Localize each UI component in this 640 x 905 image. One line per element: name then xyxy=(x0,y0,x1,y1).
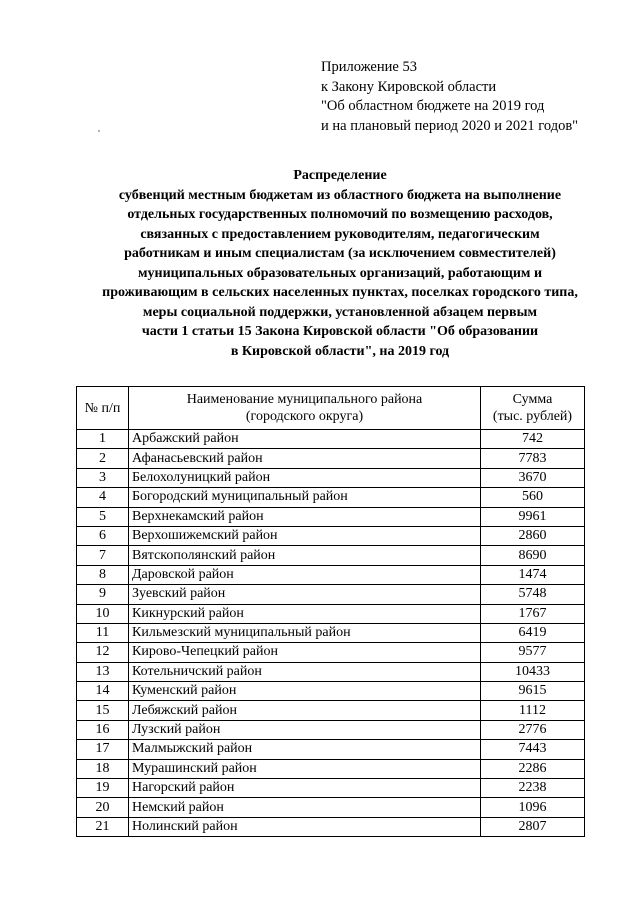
annex-line: "Об областном бюджете на 2019 год xyxy=(321,98,545,114)
table-row xyxy=(77,507,585,526)
district-name: Вятскополянский район xyxy=(129,546,481,565)
column-header-sum-line: Сумма xyxy=(512,392,553,407)
table-row xyxy=(77,798,585,817)
subvention-amount: 2807 xyxy=(481,817,585,836)
table-row xyxy=(77,468,585,487)
row-number: 21 xyxy=(77,817,129,836)
subvention-amount: 2238 xyxy=(481,779,585,798)
row-number: 18 xyxy=(77,759,129,778)
table-row xyxy=(77,430,585,449)
table-row xyxy=(77,585,585,604)
subvention-table xyxy=(76,386,585,837)
column-header-number xyxy=(77,387,129,430)
district-name: Лебяжский район xyxy=(129,701,481,720)
row-number: 20 xyxy=(77,798,129,817)
table-row xyxy=(77,623,585,642)
row-number: 15 xyxy=(77,701,129,720)
table-row xyxy=(77,740,585,759)
subvention-amount: 5748 xyxy=(481,585,585,604)
row-number: 4 xyxy=(77,488,129,507)
subvention-amount: 2776 xyxy=(481,720,585,739)
column-header-sum-line: (тыс. рублей) xyxy=(492,409,573,424)
row-number: 6 xyxy=(77,526,129,545)
district-name: Кирово-Чепецкий район xyxy=(129,643,481,662)
subvention-amount: 1112 xyxy=(481,701,585,720)
district-name: Кильмезский муниципальный район xyxy=(129,623,481,642)
district-name: Даровской район xyxy=(129,565,481,584)
subvention-amount: 7443 xyxy=(481,740,585,759)
title-line: меры социальной поддержки, установленной абзацем первым xyxy=(142,304,538,320)
title-line: работникам и иным специалистам (за исключением совместителей) xyxy=(124,246,556,261)
row-number: 8 xyxy=(77,565,129,584)
district-name: Лузский район xyxy=(129,720,481,739)
district-name: Афанасьевский район xyxy=(129,449,481,468)
column-header-sum xyxy=(481,387,585,430)
annex-line: Приложение 53 xyxy=(321,59,417,75)
title-line: отдельных государственных полномочий по возмещению расходов, xyxy=(127,207,553,222)
row-number: 13 xyxy=(77,662,129,681)
table-row xyxy=(77,779,585,798)
row-number: 3 xyxy=(77,468,129,487)
district-name: Нагорский район xyxy=(129,779,481,798)
row-number: 2 xyxy=(77,449,129,468)
subvention-amount: 1096 xyxy=(481,798,585,817)
table-row xyxy=(77,643,585,662)
subvention-amount: 7783 xyxy=(481,449,585,468)
subvention-amount: 560 xyxy=(481,488,585,507)
table-row xyxy=(77,546,585,565)
subvention-amount: 8690 xyxy=(481,546,585,565)
annex-line: и на плановый период 2020 и 2021 годов" xyxy=(321,117,579,134)
subvention-amount: 10433 xyxy=(481,662,585,681)
subvention-amount: 6419 xyxy=(481,623,585,642)
district-name: Котельничский район xyxy=(129,662,481,681)
table-row xyxy=(77,565,585,584)
subvention-amount: 2860 xyxy=(481,526,585,545)
district-name: Белохолуницкий район xyxy=(129,468,481,487)
row-number: 11 xyxy=(77,623,129,642)
row-number: 1 xyxy=(77,430,129,449)
row-number: 16 xyxy=(77,720,129,739)
district-name: Богородский муниципальный район xyxy=(129,488,481,507)
subvention-amount: 9961 xyxy=(481,507,585,526)
subvention-amount: 1474 xyxy=(481,565,585,584)
title-line: Распределение xyxy=(293,168,387,183)
subvention-amount: 9615 xyxy=(481,682,585,701)
district-name: Куменский район xyxy=(129,682,481,701)
table-header-row xyxy=(77,387,585,430)
title-line: части 1 статьи 15 Закона Кировской области "Об образовании xyxy=(141,324,539,339)
column-header-number-label: № п/п xyxy=(84,400,121,416)
table-row xyxy=(77,488,585,507)
table-row xyxy=(77,817,585,836)
table-row xyxy=(77,662,585,681)
table-row xyxy=(77,604,585,623)
row-number: 12 xyxy=(77,643,129,662)
table-row xyxy=(77,759,585,778)
title-line: проживающим в сельских населенных пунктах, поселках городского типа, xyxy=(102,285,578,300)
table-row xyxy=(77,701,585,720)
title-line: в Кировской области", на 2019 год xyxy=(230,343,450,359)
district-name: Нолинский район xyxy=(129,817,481,836)
subvention-amount: 9577 xyxy=(481,643,585,662)
table-row xyxy=(77,526,585,545)
subvention-amount: 2286 xyxy=(481,759,585,778)
title-line: связанных с предоставлением руководителям, педагогическим xyxy=(140,226,540,242)
row-number: 5 xyxy=(77,507,129,526)
row-number: 19 xyxy=(77,779,129,798)
annex-reference xyxy=(321,58,621,136)
row-number: 7 xyxy=(77,546,129,565)
district-name: Верхнекамский район xyxy=(129,507,481,526)
document-title xyxy=(40,166,640,361)
district-name: Кикнурский район xyxy=(129,604,481,623)
scan-speck xyxy=(98,130,100,132)
subvention-amount: 1767 xyxy=(481,604,585,623)
table-row xyxy=(77,449,585,468)
district-name: Зуевский район xyxy=(129,585,481,604)
title-line: субвенций местным бюджетам из областного бюджета на выполнение xyxy=(118,187,562,203)
row-number: 10 xyxy=(77,604,129,623)
district-name: Малмыжский район xyxy=(129,740,481,759)
row-number: 14 xyxy=(77,682,129,701)
district-name: Арбажский район xyxy=(129,430,481,449)
column-header-name xyxy=(129,387,481,430)
row-number: 9 xyxy=(77,585,129,604)
district-name: Мурашинский район xyxy=(129,759,481,778)
table-row xyxy=(77,682,585,701)
title-line: муниципальных образовательных организаций, работающим и xyxy=(137,265,543,281)
annex-line: к Закону Кировской области xyxy=(321,78,497,95)
table-row xyxy=(77,720,585,739)
subvention-amount: 3670 xyxy=(481,468,585,487)
district-name: Немский район xyxy=(129,798,481,817)
column-header-name-line: Наименование муниципального района xyxy=(186,392,423,407)
column-header-name-line: (городского округа) xyxy=(245,409,364,424)
subvention-amount: 742 xyxy=(481,430,585,449)
district-name: Верхошижемский район xyxy=(129,526,481,545)
row-number: 17 xyxy=(77,740,129,759)
